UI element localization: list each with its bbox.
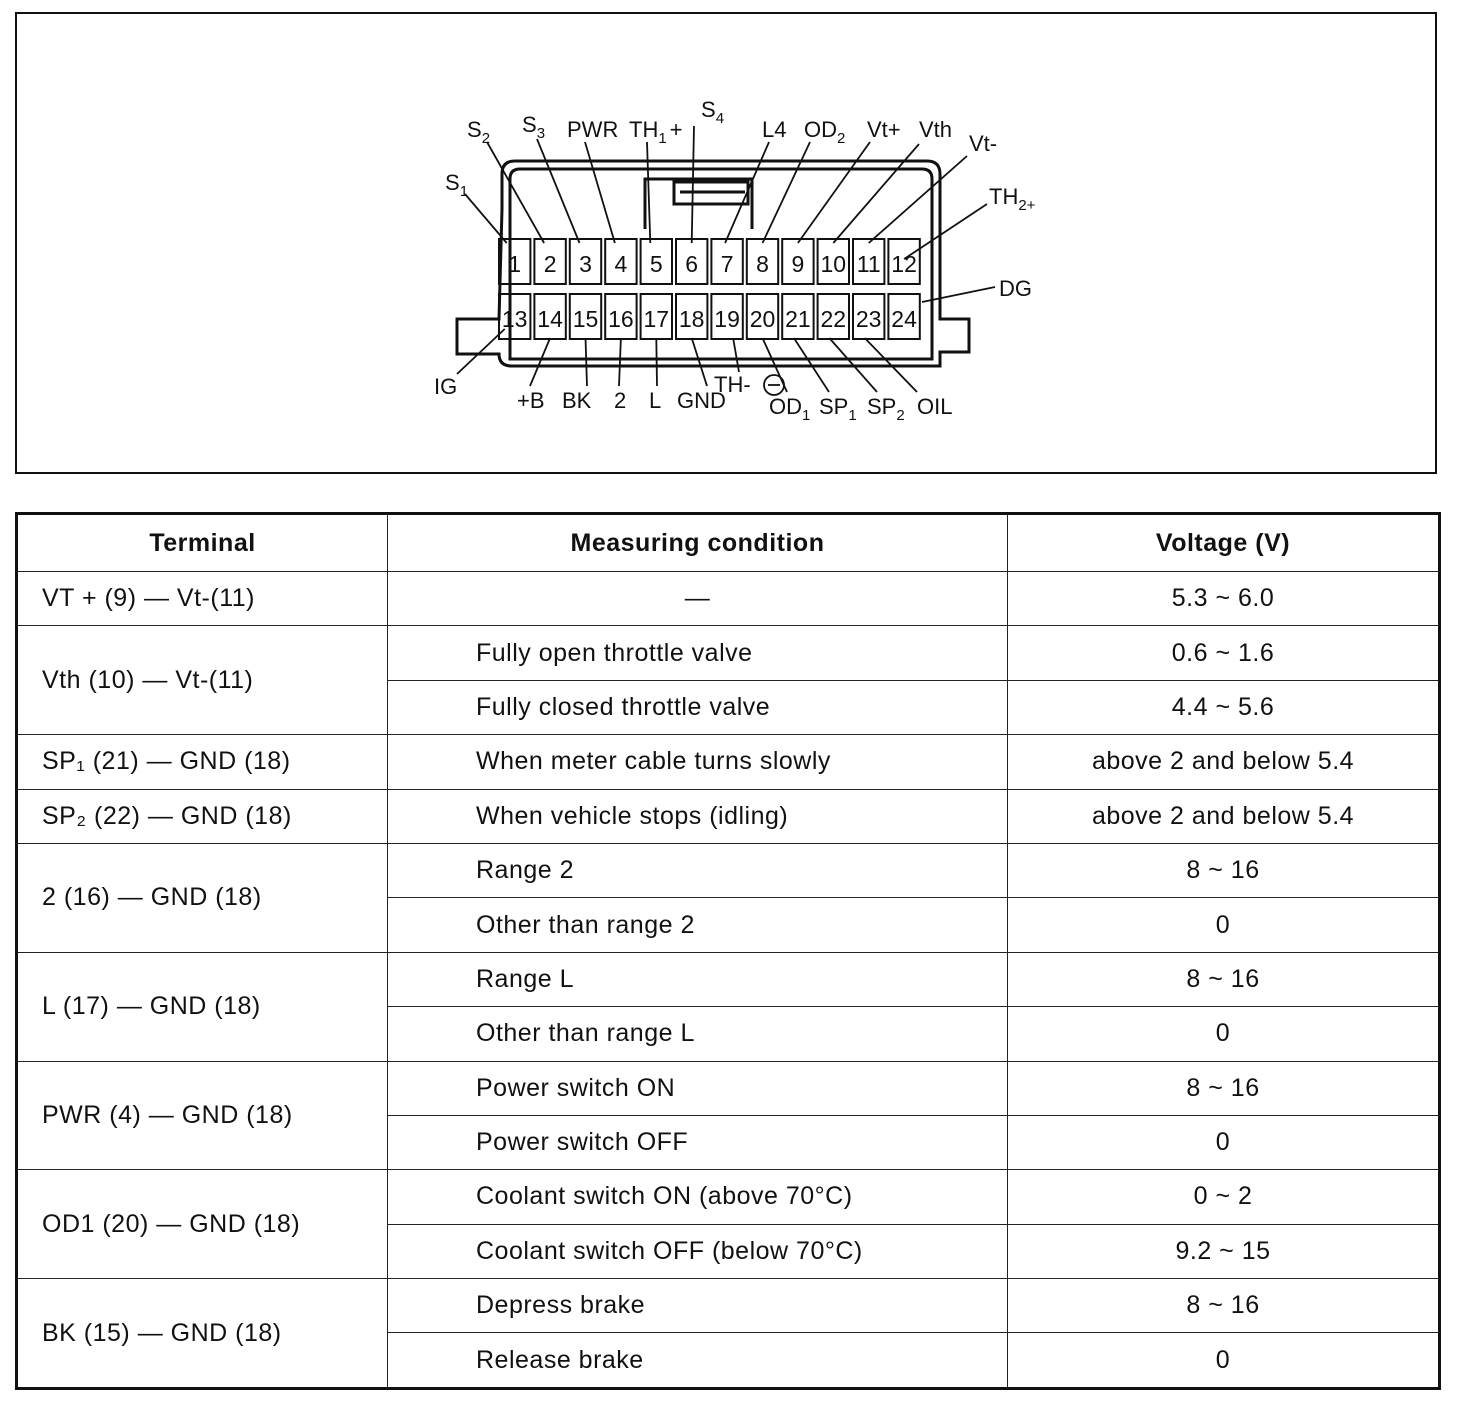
pin-label-text: L4: [762, 117, 787, 142]
pin-label-thminus: [714, 372, 751, 397]
voltage-table: [15, 512, 1441, 1390]
pin-label-text: S: [522, 112, 537, 137]
voltage-cell: above 2 and below 5.4: [1008, 789, 1440, 843]
pin-label-s3: [522, 112, 545, 142]
table-row: [17, 952, 1440, 1006]
leader-line: [656, 338, 657, 386]
pin-label-s1: [445, 170, 468, 200]
pin-label-text: SP: [867, 394, 897, 419]
voltage-cell: 0 ~ 2: [1008, 1170, 1440, 1224]
table-row: [17, 1170, 1440, 1224]
leader-line: [904, 204, 987, 259]
condition-cell: Coolant switch ON (above 70°C): [388, 1170, 1008, 1224]
leader-line: [798, 142, 870, 243]
leader-line: [647, 142, 650, 243]
pin-label-text: IG: [434, 374, 458, 399]
pin-number: 9: [791, 251, 805, 277]
pin-number: 24: [891, 306, 917, 332]
connector-diagram: [17, 14, 1437, 474]
pin-label-text: S: [701, 97, 716, 122]
pin-label-th1: [629, 117, 683, 147]
voltage-cell: 8 ~ 16: [1008, 843, 1440, 897]
pin-label-text: Vt-: [969, 131, 998, 156]
table-row: [17, 1061, 1440, 1115]
pin-number: 22: [820, 306, 847, 332]
pin-label-th2: [989, 184, 1036, 214]
pin-number: 15: [572, 306, 599, 332]
pin-label-subscript: 3: [536, 125, 546, 142]
pin-number: 3: [579, 251, 592, 277]
pin-number: 16: [608, 306, 634, 332]
pin-label-b: [517, 388, 545, 413]
pin-number: 21: [785, 306, 811, 332]
leader-line: [692, 126, 694, 243]
pin-label-text: TH: [629, 117, 659, 142]
terminal-cell: 2 (16) — GND (18): [17, 843, 388, 952]
voltage-cell: 0: [1008, 1333, 1440, 1389]
leader-line: [530, 338, 550, 386]
terminal-cell: PWR (4) — GND (18): [17, 1061, 388, 1170]
condition-cell: When meter cable turns slowly: [388, 735, 1008, 789]
pin-label-text: OIL: [917, 394, 953, 419]
header-measuring-condition: Measuring condition: [388, 514, 1008, 572]
condition-cell: Range L: [388, 952, 1008, 1006]
condition-cell: Release brake: [388, 1333, 1008, 1389]
table-row: [17, 843, 1440, 897]
voltage-cell: 8 ~ 16: [1008, 1279, 1440, 1333]
table-row: [17, 626, 1440, 680]
pin-label-text: TH-: [714, 372, 751, 397]
pin-label-text: BK: [562, 388, 592, 413]
header-terminal: Terminal: [17, 514, 388, 572]
voltage-cell: 0: [1008, 898, 1440, 952]
terminal-cell: SP₂ (22) — GND (18): [17, 789, 388, 843]
voltage-cell: 8 ~ 16: [1008, 952, 1440, 1006]
pin-label-oil: [917, 394, 952, 419]
pin-label-text: S: [445, 170, 460, 195]
pin-label-text: TH: [989, 184, 1019, 209]
pin-label-subscript: 4: [715, 110, 725, 127]
pin-label-text: OD: [804, 117, 837, 142]
pin-label-text: S: [467, 117, 482, 142]
terminal-cell: VT + (9) — Vt-(11): [17, 572, 388, 626]
pin-labels: [434, 97, 1036, 424]
pin-label-text: DG: [999, 276, 1032, 301]
pin-label-subscript: 1: [658, 130, 667, 147]
pin-label-s4: [701, 97, 724, 127]
connector-diagram-panel: [15, 12, 1437, 474]
leader-line: [833, 144, 919, 243]
leader-line: [457, 329, 505, 374]
pin-number: 23: [855, 306, 882, 332]
pin-number: 10: [820, 251, 847, 277]
condition-cell: Power switch OFF: [388, 1115, 1008, 1169]
pin-label-subscript: 1: [802, 407, 811, 424]
table-row: [17, 572, 1440, 626]
condition-cell: Other than range L: [388, 1007, 1008, 1061]
pin-number: 17: [643, 306, 670, 332]
pin-label-vth: [919, 117, 952, 142]
condition-cell: Fully closed throttle valve: [388, 680, 1008, 734]
pin-label-text: 2: [614, 388, 627, 413]
pin-number: 5: [649, 251, 663, 277]
leader-line: [487, 142, 544, 243]
condition-cell: Coolant switch OFF (below 70°C): [388, 1224, 1008, 1278]
pin-grid: [499, 239, 920, 339]
pin-number: 7: [720, 251, 734, 277]
pin-label-text: PWR: [567, 117, 619, 142]
pin-number: 13: [501, 306, 528, 332]
pin-label-subscript: 2+: [1018, 197, 1036, 214]
pin-label-s2: [467, 117, 490, 147]
pin-label-vtminus: [969, 131, 997, 156]
pin-number: 8: [756, 251, 769, 277]
pin-number: 1: [508, 251, 522, 277]
pin-label-ig: [434, 374, 457, 399]
leader-line: [619, 338, 621, 386]
pin-label-two: [614, 388, 626, 413]
pin-label-l: [649, 388, 661, 413]
pin-label-bk: [562, 388, 592, 413]
condition-cell: When vehicle stops (idling): [388, 789, 1008, 843]
pin-label-text: GND: [677, 388, 726, 413]
pin-label-sp2: [867, 394, 905, 424]
pin-number: 20: [749, 306, 776, 332]
condition-cell: —: [388, 572, 1008, 626]
table-header-row: [17, 514, 1440, 572]
condition-cell: Depress brake: [388, 1279, 1008, 1333]
terminal-cell: SP₁ (21) — GND (18): [17, 735, 388, 789]
pin-label-subscript: 2: [896, 407, 905, 424]
condition-cell: Power switch ON: [388, 1061, 1008, 1115]
condition-cell: Fully open throttle valve: [388, 626, 1008, 680]
leader-line: [692, 338, 707, 386]
leader-line: [585, 142, 615, 243]
table-row: [17, 789, 1440, 843]
terminal-cell: Vth (10) — Vt-(11): [17, 626, 388, 735]
condition-cell: Range 2: [388, 843, 1008, 897]
terminal-cell: OD1 (20) — GND (18): [17, 1170, 388, 1279]
terminal-cell: L (17) — GND (18): [17, 952, 388, 1061]
table-row: [17, 1279, 1440, 1333]
pin-label-vtplus: [867, 117, 901, 142]
pin-number: 6: [685, 251, 699, 277]
terminal-cell: BK (15) — GND (18): [17, 1279, 388, 1389]
voltage-cell: 5.3 ~ 6.0: [1008, 572, 1440, 626]
pin-label-text: OD: [769, 394, 802, 419]
condition-cell: Other than range 2: [388, 898, 1008, 952]
header-voltage: Voltage (V): [1008, 514, 1440, 572]
pin-label-l4: [762, 117, 786, 142]
pin-label-subscript: 1: [848, 407, 857, 424]
pin-label-text: L: [649, 388, 662, 413]
pin-label-text: Vth: [919, 117, 953, 142]
pin-label-text: +B: [517, 388, 545, 413]
voltage-cell: above 2 and below 5.4: [1008, 735, 1440, 789]
pin-number: 12: [891, 251, 917, 277]
pin-label-text: Vt+: [867, 117, 901, 142]
leader-line: [537, 139, 580, 243]
voltage-cell: 0.6 ~ 1.6: [1008, 626, 1440, 680]
voltage-cell: 0: [1008, 1115, 1440, 1169]
voltage-cell: 9.2 ~ 15: [1008, 1224, 1440, 1278]
pin-label-sp1: [819, 394, 857, 424]
pin-label-pwr: [567, 117, 618, 142]
pin-label-subscript: 1: [459, 183, 469, 200]
pin-number: 11: [856, 251, 881, 277]
pin-label-subscript: 2: [837, 130, 846, 147]
pin-label-od1: [769, 394, 810, 424]
pin-label-text: SP: [819, 394, 849, 419]
pin-number: 4: [614, 251, 628, 277]
pin-number: 18: [678, 306, 705, 332]
voltage-cell: 0: [1008, 1007, 1440, 1061]
leader-line: [586, 338, 588, 386]
pin-label-subscript: 2: [481, 130, 491, 147]
pin-label-suffix: +: [669, 117, 683, 142]
leader-line: [763, 142, 811, 243]
pin-number: 14: [537, 306, 563, 332]
voltage-cell: 4.4 ~ 5.6: [1008, 680, 1440, 734]
pin-label-dg: [999, 276, 1032, 301]
pin-number: 2: [543, 251, 557, 277]
voltage-cell: 8 ~ 16: [1008, 1061, 1440, 1115]
pin-number: 19: [714, 306, 740, 332]
table-row: [17, 735, 1440, 789]
